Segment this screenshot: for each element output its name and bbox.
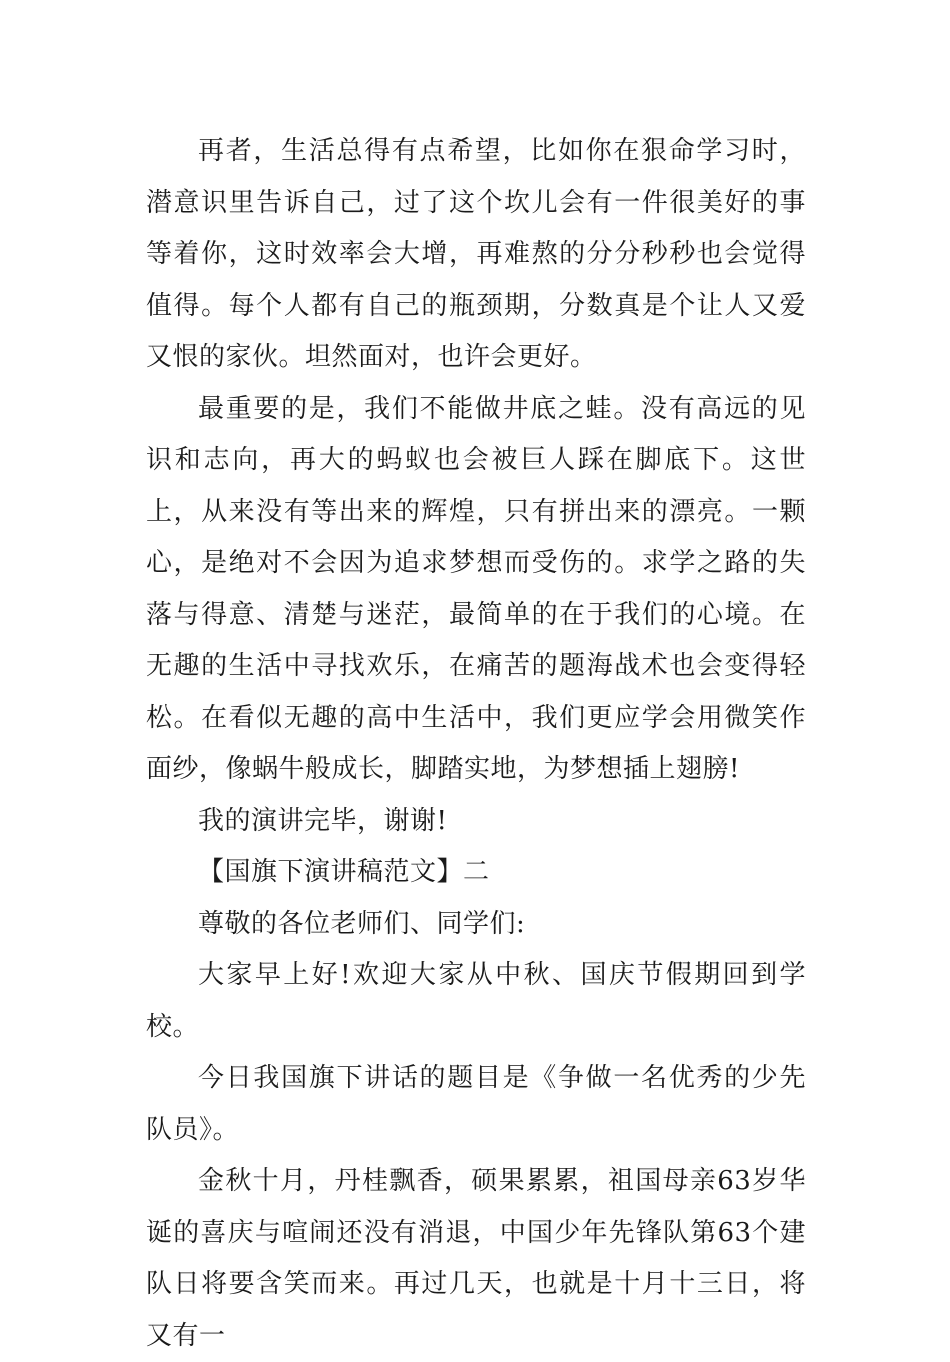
document-body bbox=[146, 126, 806, 1362]
paragraph-october: 金秋十月，丹桂飘香，硕果累累，祖国母亲63岁华诞的喜庆与喧闹还没有消退，中国少年先锋队第63个建队日将要含笑而来。再过几天，也就是十月十三日，将又有一 bbox=[146, 1166, 806, 1351]
paragraph-hope: 再者，生活总得有点希望，比如你在狠命学习时，潜意识里告诉自己，过了这个坎儿会有一件很美好的事等着你，这时效率会大增，再难熬的分分秒秒也会觉得值得。每个人都有自己的瓶颈期，分数真是个让人又爱又恨的家伙。坦然面对，也许会更好。 bbox=[146, 136, 806, 372]
paragraph-topic: 今日我国旗下讲话的题目是《争做一名优秀的少先队员》。 bbox=[146, 1063, 806, 1145]
paragraph-greeting: 大家早上好!欢迎大家从中秋、国庆节假期回到学校。 bbox=[146, 960, 806, 1042]
paragraph-dreams: 最重要的是，我们不能做井底之蛙。没有高远的见识和志向，再大的蚂蚁也会被巨人踩在脚底下。这世上，从来没有等出来的辉煌，只有拼出来的漂亮。一颗心，是绝对不会因为追求梦想而受伤的。求学之路的失落与得意、清楚与迷茫，最简单的在于我们的心境。在无趣的生活中寻找欢乐，在痛苦的题海战术也会变得轻松。在看似无趣的高中生活中，我们更应学会用微笑作面纱，像蜗牛般成长，脚踏实地，为梦想插上翅膀! bbox=[146, 393, 806, 784]
paragraph-closing: 我的演讲完毕，谢谢! bbox=[198, 805, 448, 836]
section-heading: 【国旗下演讲稿范文】二 bbox=[198, 857, 490, 887]
paragraph-salutation: 尊敬的各位老师们、同学们: bbox=[198, 908, 526, 939]
